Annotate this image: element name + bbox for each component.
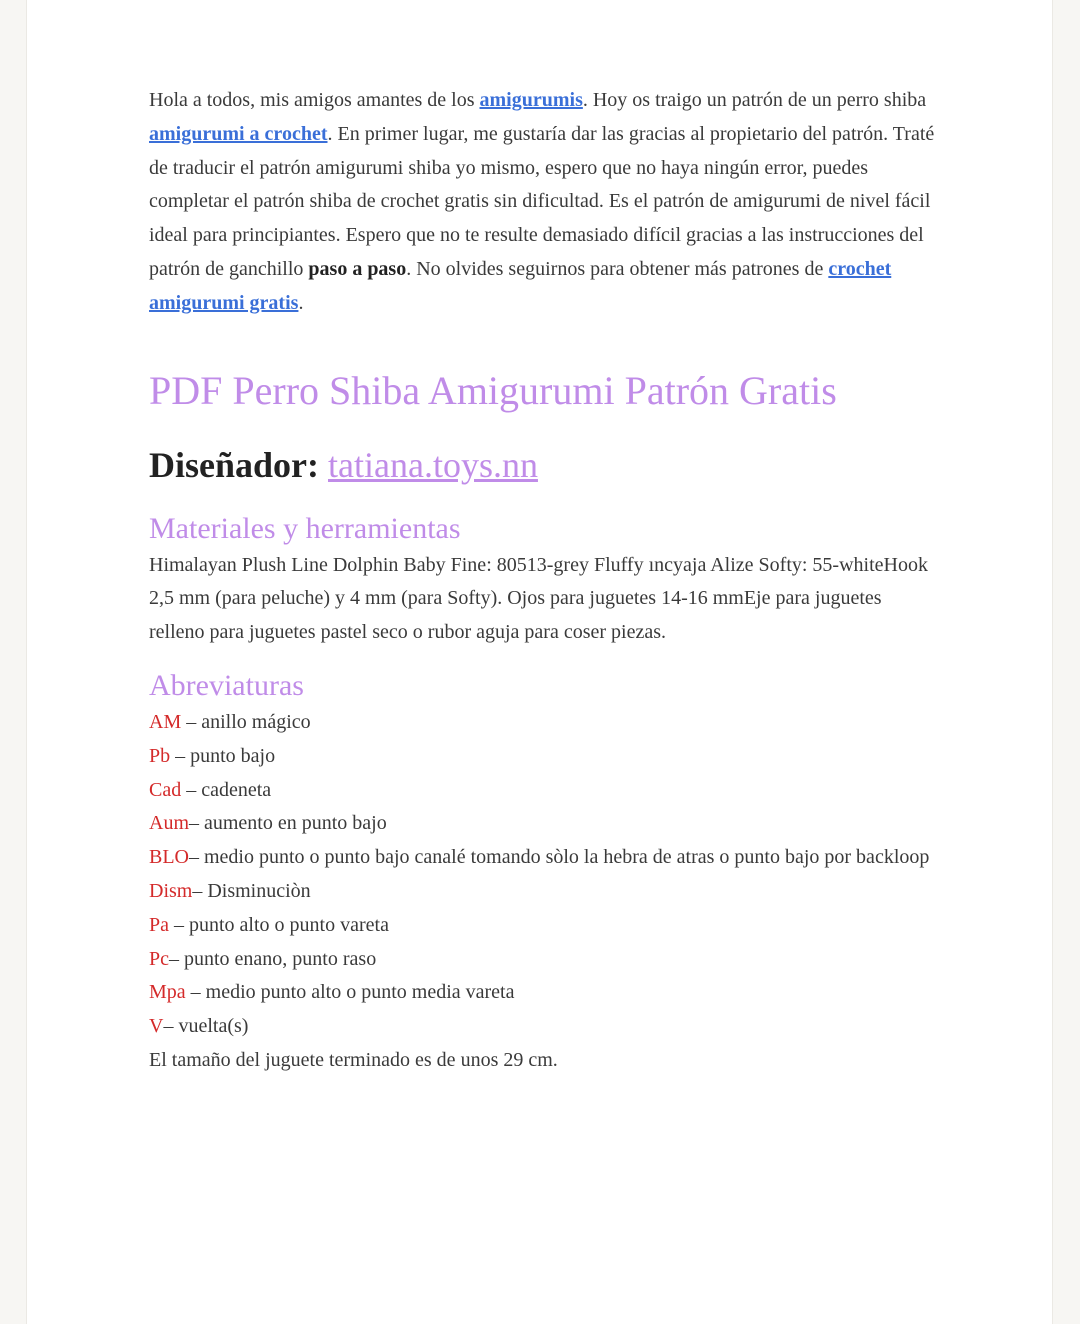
abbreviation-key: Pc	[149, 947, 169, 970]
abbreviations-list	[149, 706, 939, 1044]
intro-paragraph	[149, 84, 939, 321]
abbreviations-heading: Abreviaturas	[149, 668, 304, 702]
abbreviation-desc: – vuelta(s)	[163, 1015, 249, 1038]
abbreviation-item	[149, 706, 939, 740]
abbreviation-desc: – punto alto o punto vareta	[169, 913, 389, 936]
abbreviation-item	[149, 774, 939, 808]
abbreviation-item	[149, 740, 939, 774]
abbreviation-item	[149, 841, 939, 875]
abbreviation-key: Cad	[149, 778, 182, 801]
designer-link[interactable]: tatiana.toys.nn	[328, 444, 538, 485]
intro-text: . Hoy os traigo un patrón de un perro shiba	[582, 89, 927, 111]
materials-heading: Materiales y herramientas	[149, 511, 461, 545]
abbreviation-desc: – aumento en punto bajo	[189, 812, 387, 835]
abbreviation-desc: – punto enano, punto raso	[169, 947, 377, 970]
materials-text: Himalayan Plush Line Dolphin Baby Fine: 80513-grey Fluffy ıncyaja Alize Softy: 55-whiteHook 2,5 mm (para peluche) y 4 mm (para Softy). Ojos para juguetes 14-16 mmEje para juguetes relleno para juguetes pastel seco o rubor aguja para coser piezas.	[149, 553, 928, 644]
abbreviation-item	[149, 807, 939, 841]
abbreviation-item	[149, 909, 939, 943]
abbreviation-desc: – Disminuciòn	[192, 879, 311, 902]
abbreviation-item	[149, 875, 939, 909]
abbreviation-desc: – anillo mágico	[181, 710, 311, 733]
abbreviation-key: Pb	[149, 744, 171, 767]
abbreviation-item	[149, 943, 939, 977]
abbreviation-item	[149, 976, 939, 1010]
link-amigurumis[interactable]: amigurumis	[479, 89, 583, 111]
page-title: PDF Perro Shiba Amigurumi Patrón Gratis	[149, 367, 837, 413]
abbreviation-key: Mpa	[149, 981, 186, 1004]
abbreviation-desc: – cadeneta	[181, 778, 272, 801]
abbreviation-key: Aum	[149, 812, 189, 835]
link-crochet-amigurumi-gratis[interactable]: crochet amigurumi gratis	[149, 257, 892, 314]
size-note: El tamaño del juguete terminado es de unos 29 cm.	[149, 1048, 558, 1071]
abbreviation-item	[149, 1010, 939, 1044]
abbreviation-desc: – medio punto alto o punto media vareta	[185, 981, 515, 1004]
abbreviation-desc: – medio punto o punto bajo canalé tomando sòlo la hebra de atras o punto bajo por backloop	[189, 846, 930, 869]
abbreviation-desc: – punto bajo	[170, 744, 276, 767]
intro-text: .	[298, 291, 304, 314]
abbreviation-key: Dism	[149, 879, 193, 902]
designer-label: Diseñador:	[149, 444, 319, 485]
intro-text: . No olvides seguirnos para obtener más patrones de	[406, 257, 829, 280]
intro-text: . En primer lugar, me gustaría dar las gracias al propietario del patrón. Traté de traducir el patrón amigurumi shiba yo mismo, espero que no haya ningún error, puedes completar el patrón shiba de crochet gratis sin dificultad. Es el patrón de amigurumi de nivel fácil ideal para principiantes. Espero que no te resulte demasiado difícil gracias a las instrucciones del patrón de ganchillo	[149, 122, 935, 280]
page-card	[26, 0, 1053, 1324]
article-content	[149, 84, 939, 1078]
abbreviation-key: V	[149, 1015, 164, 1038]
intro-bold-text: paso a paso	[308, 257, 407, 280]
abbreviation-key: BLO	[149, 846, 189, 869]
link-amigurumi-a-crochet[interactable]: amigurumi a crochet	[149, 122, 328, 145]
intro-text: Hola a todos, mis amigos amantes de los	[149, 89, 480, 111]
abbreviation-key: AM	[149, 710, 182, 733]
designer-heading	[149, 437, 939, 493]
abbreviation-key: Pa	[149, 913, 169, 936]
